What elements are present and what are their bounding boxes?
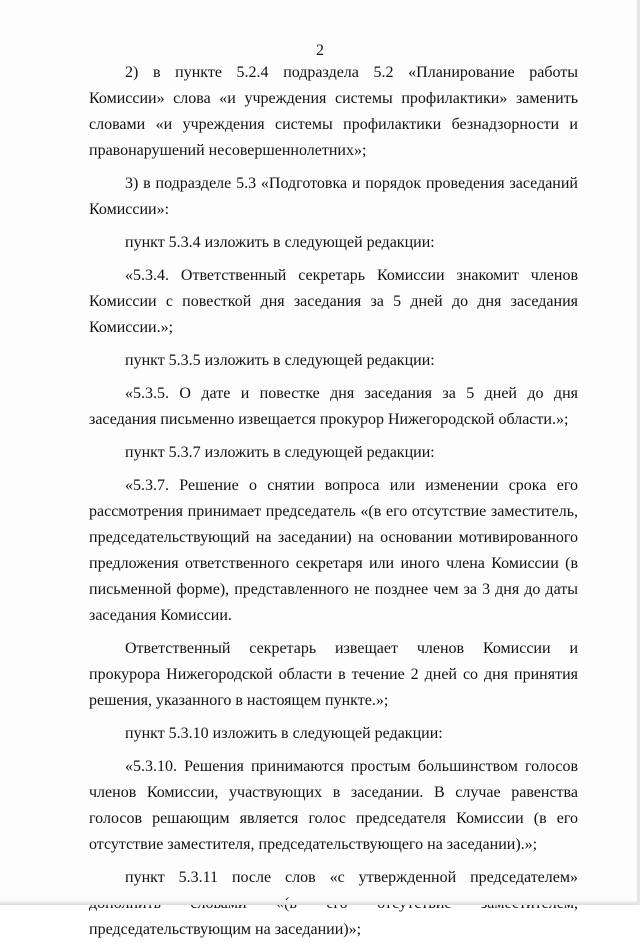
paragraph-item-3: 3) в подразделе 5.3 «Подготовка и порядок проведения заседаний Комиссии»: xyxy=(89,175,578,218)
paragraph-text-5-3-4: «5.3.4. Ответственный секретарь Комиссии знакомит членов Комиссии с повесткой дня заседания за 5 дней до дня заседания Комиссии.»; xyxy=(89,267,578,336)
paragraph-instruction-5-3-11: пункт 5.3.11 после слов «с утвержденной председателем» председательствующим на заседании)»; xyxy=(89,869,578,938)
paragraph-text-5-3-7-continued: Ответственный секретарь извещает членов Комиссии и прокурора Нижегородской области в течение 2 дней со дня принятия решения, указанного в настоящем пункте.»; xyxy=(89,640,578,709)
document-body xyxy=(89,60,578,943)
paragraph-instruction-5-3-4: пункт 5.3.4 изложить в следующей редакции: xyxy=(125,234,435,251)
paragraph-instruction-5-3-5: пункт 5.3.5 изложить в следующей редакции: xyxy=(125,352,435,369)
paragraph-text-5-3-7: «5.3.7. Решение о снятии вопроса или изменении срока его рассмотрения принимает председатель «(в его отсутствие заместитель, председательствующий на заседании) на основании мотивированного предложения ответственного секретаря или иного члена Комиссии (в письменной форме), представленного не позднее чем за 3 дня до даты заседания Комиссии. xyxy=(89,477,578,624)
scan-bottom-edge xyxy=(0,900,640,905)
paragraph-item-2: 2) в пункте 5.2.4 подраздела 5.2 «Планирование работы Комиссии» слова «и учреждения системы профилактики» заменить словами «и учреждения системы профилактики безнадзорности и правонарушений несовершеннолетних»; xyxy=(89,64,578,159)
paragraph-instruction-5-3-10: пункт 5.3.10 изложить в следующей редакции: xyxy=(125,725,443,742)
paragraph-text-5-3-5: «5.3.5. О дате и повестке дня заседания за 5 дней до дня заседания письменно извещается прокурор Нижегородской области.»; xyxy=(89,385,578,428)
paragraph-text-5-3-10: «5.3.10. Решения принимаются простым большинством голосов членов Комиссии, участвующих в заседании. В случае равенства голосов решающим является голос председателя Комиссии (в его отсутствие заместителя, председательствующего на заседании).»; xyxy=(89,758,578,853)
page-number: 2 xyxy=(316,42,324,59)
paragraph-instruction-5-3-7: пункт 5.3.7 изложить в следующей редакции: xyxy=(125,444,435,461)
